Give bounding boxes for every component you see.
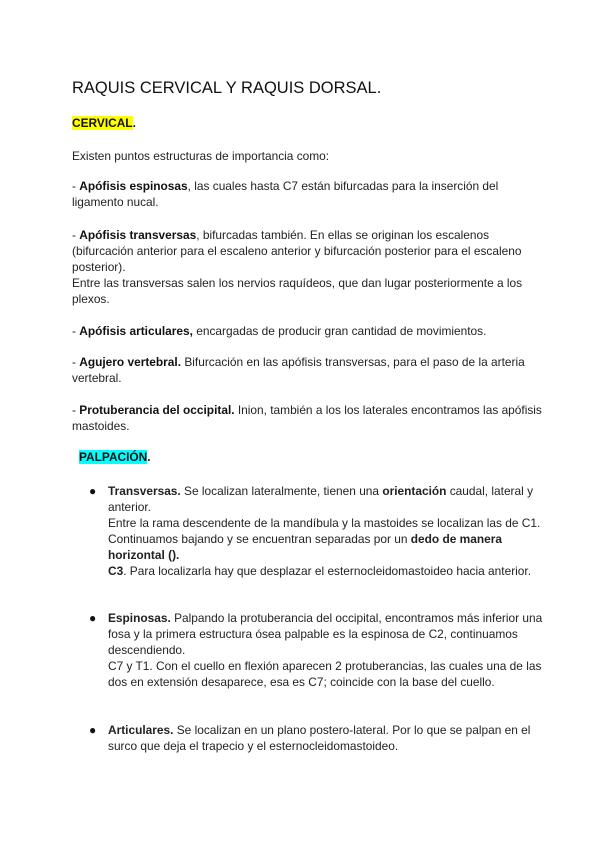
- item-apofisis-articulares: - Apófisis articulares, encargadas de producir gran cantidad de movimientos.: [72, 324, 487, 338]
- list-item-espinosas: ● Espinosas. Palpando la protuberancia del occipital, encontramos más inferior una fosa y la primera estructura ósea palpable es la espinosa de C2, continuamos descendiendo. C7 y T1. Con el cuello en flexión aparecen 2 protuberancias, las cuales una de las dos en extensión desaparece, esa es C7; coincide con la base del cuello.: [89, 611, 543, 689]
- list-item-articulares: ● Articulares. Se localizan en un plano postero-lateral. Por lo que se palpan en el surco que deja el trapecio y el esternocleidomastoideo.: [89, 723, 531, 753]
- item-protuberancia-occipital: - Protuberancia del occipital. Inion, también a los los laterales encontramos las apófisis mastoides.: [72, 403, 542, 433]
- palpacion-list-articulares: [89, 722, 549, 754]
- cervical-heading-text: CERVICAL: [72, 116, 133, 130]
- palpacion-list-espinosas: [89, 610, 549, 690]
- palpacion-heading-text: PALPACIÓN: [79, 450, 148, 464]
- palpacion-heading: PALPACIÓN.: [79, 450, 151, 464]
- cervical-heading: CERVICAL.: [72, 116, 136, 130]
- item-apofisis-transversas: - Apófisis transversas, bifurcadas también. En ellas se originan los escalenos (bifurcación anterior para el escaleno anterior y bifurcación posterior para el escaleno posterior). Entre las transversas salen los nervios raquídeos, que dan lugar posteriormente a los plexos.: [72, 228, 523, 306]
- palpacion-list-transversas: [89, 483, 549, 579]
- bullet-icon: ●: [89, 484, 97, 498]
- bullet-icon: ●: [89, 723, 97, 737]
- item-agujero-vertebral: - Agujero vertebral. Bifurcación en las apófisis transversas, para el paso de la arteria vertebral.: [72, 355, 525, 385]
- list-item-transversas: ● Transversas. Se localizan lateralmente, tienen una orientación caudal, lateral y anterior. Entre la rama descendente de la mandíbula y la mastoides se localizan las de C1. Continuamos bajando y se encuentran separadas por un dedo de manera horizontal (). C3. Para localizarla hay que desplazar el esternocleidomastoideo hacia anterior.: [89, 484, 541, 578]
- bullet-icon: ●: [89, 611, 97, 625]
- page-title: RAQUIS CERVICAL Y RAQUIS DORSAL.: [72, 79, 382, 97]
- item-apofisis-espinosas: - Apófisis espinosas, las cuales hasta C7 están bifurcadas para la inserción del ligamento nucal.: [72, 179, 499, 209]
- cervical-intro: Existen puntos estructuras de importancia como:: [72, 149, 330, 163]
